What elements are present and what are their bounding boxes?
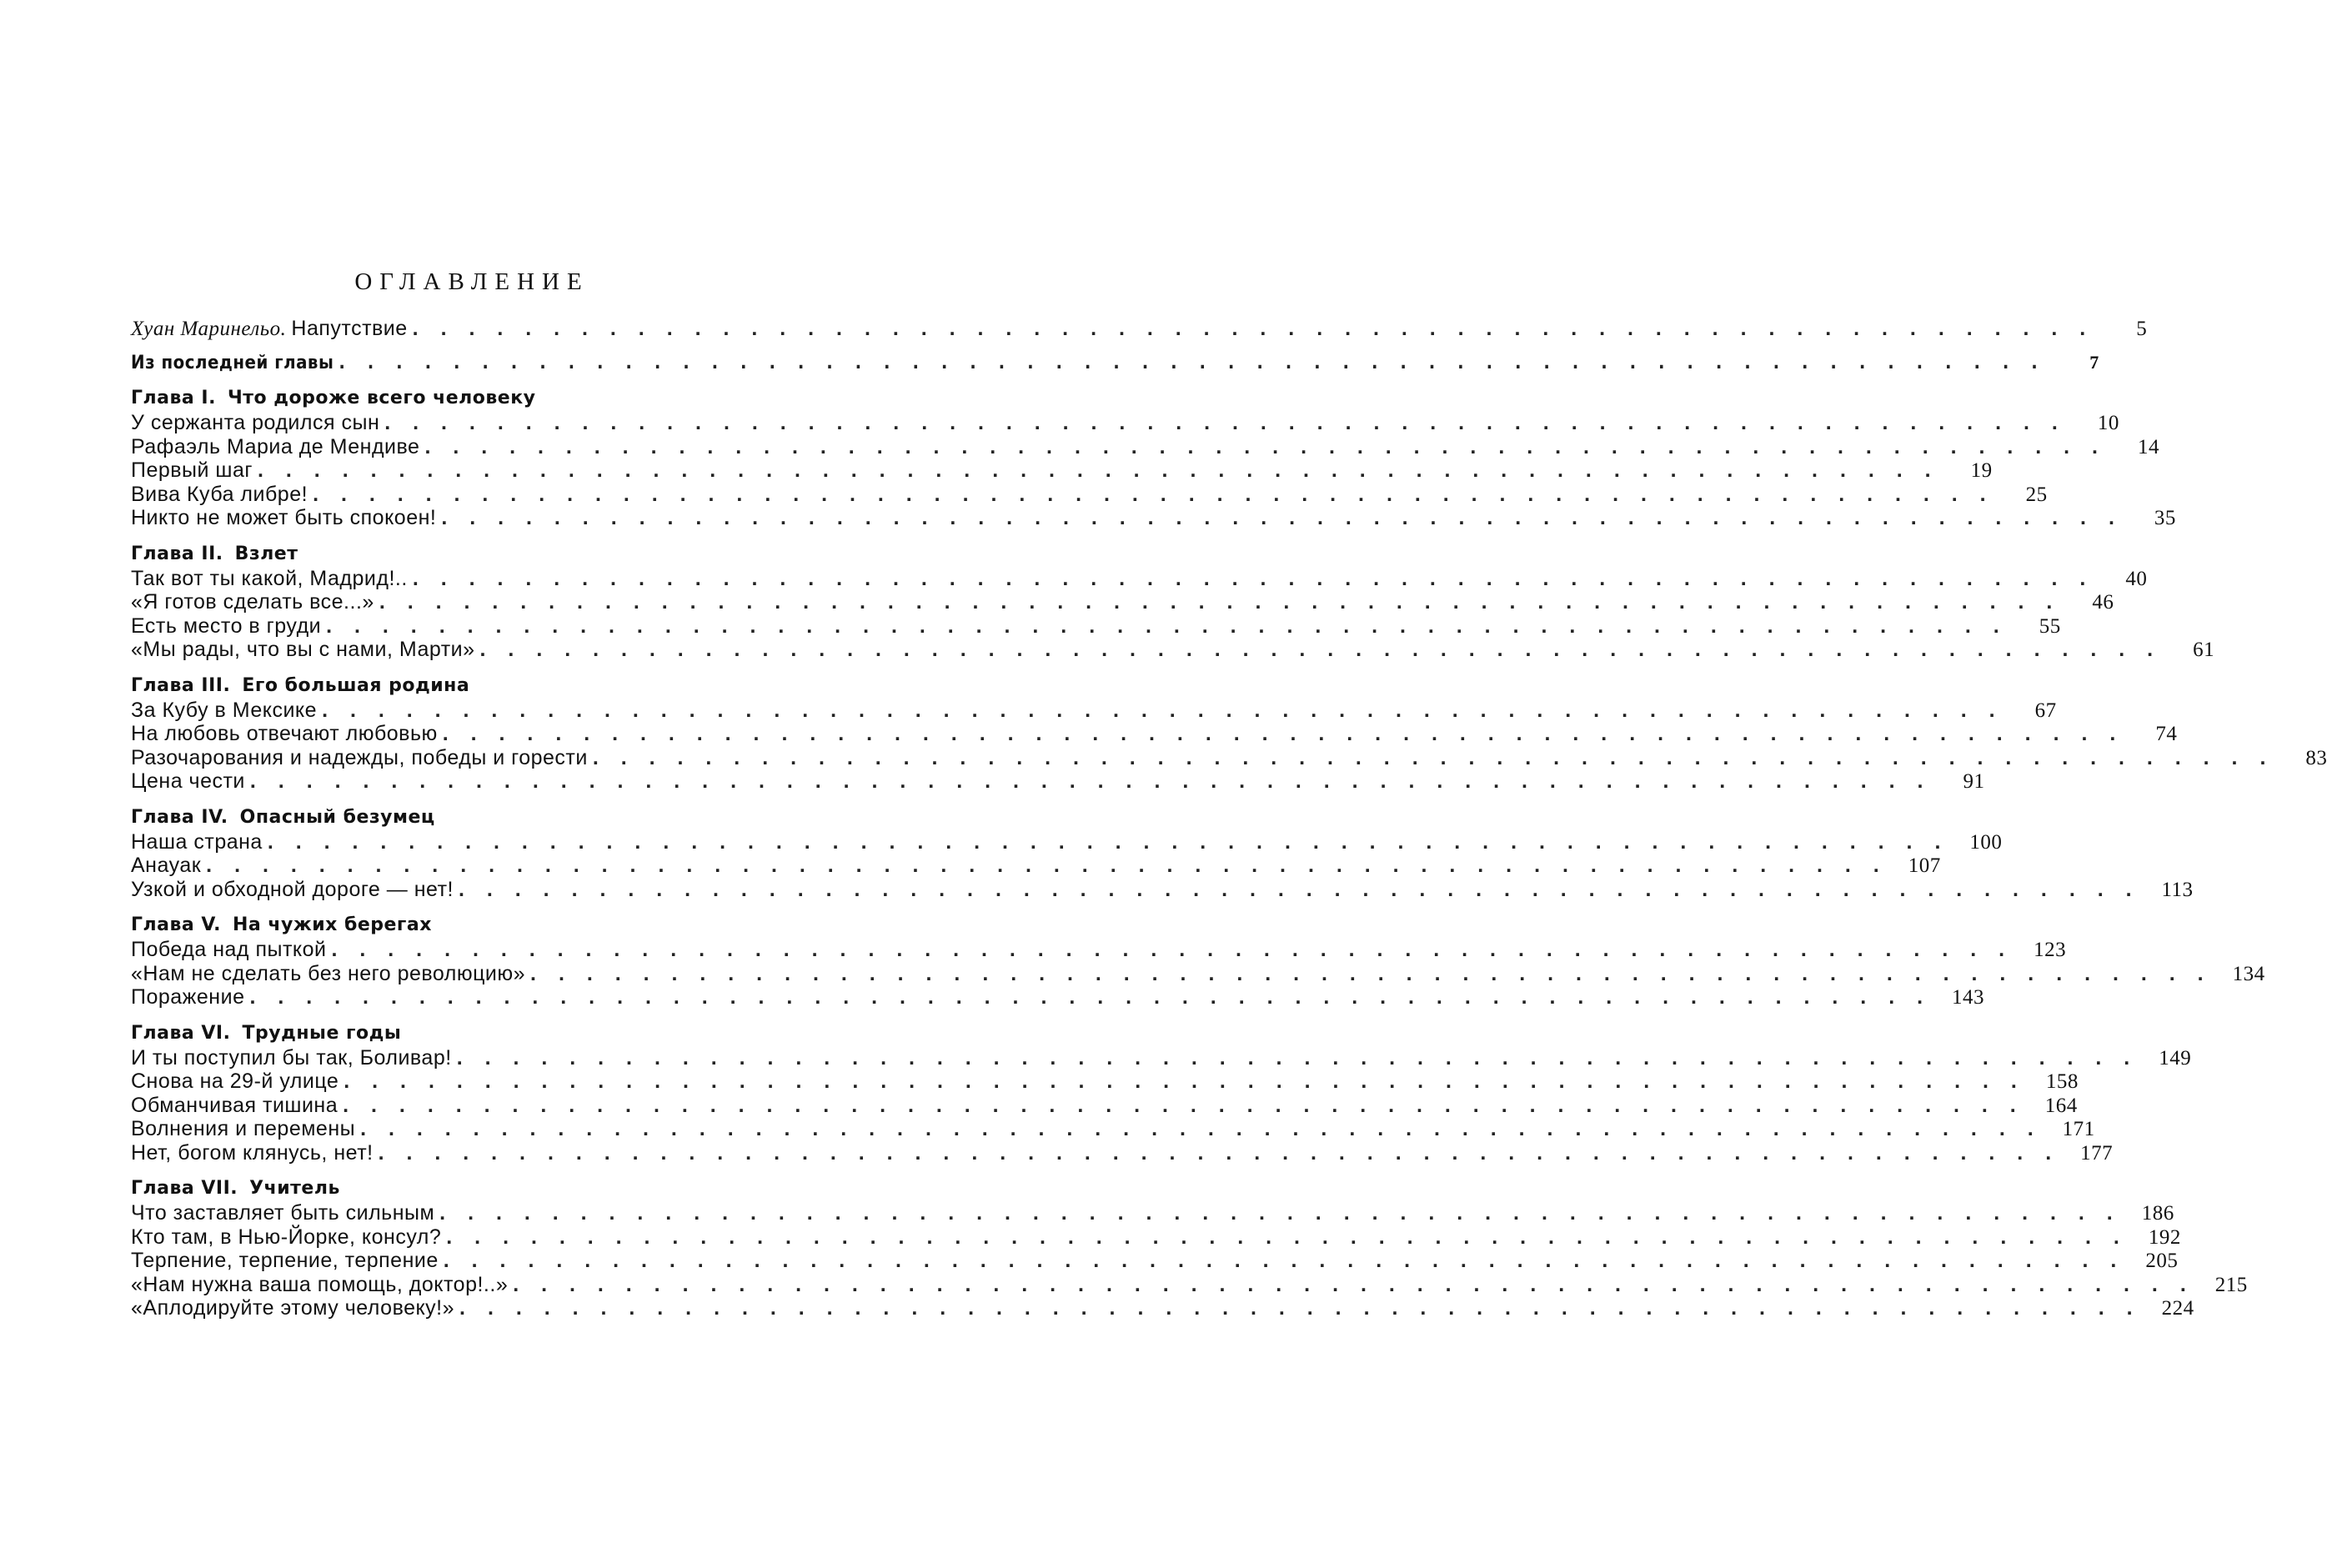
chapter-title: Взлет bbox=[234, 543, 298, 564]
dot-leader: . . . . . . . . . . . . . . . . . . . . . . . . . . . . . . . . . . . . . . . . . . . . . . . . . . . . . . . . . . . . bbox=[378, 1140, 2060, 1165]
toc-entry bbox=[131, 458, 1993, 483]
dot-leader: . . . . . . . . . . . . . . . . . . . . . . . . . . . . . . . . . . . . . . . . . . . . . . . . . . . . . . . . . . . . bbox=[249, 769, 1932, 793]
toc-entry bbox=[131, 854, 1941, 878]
toc-entry bbox=[131, 1249, 2179, 1273]
toc-page-number: 107 bbox=[1908, 854, 1941, 877]
toc-entry bbox=[131, 1140, 2114, 1165]
dot-leader: . . . . . . . . . . . . . . . . . . . . . . . . . . . . . . . . . . . . . . . . . . . . . . . . . . . . . . . . . . . . bbox=[443, 1249, 2125, 1272]
dot-leader: . . . . . . . . . . . . . . . . . . . . . . . . . . . . . . . . . . . . . . . . . . . . . . . . . . . . . . . . . . . . bbox=[412, 566, 2094, 590]
dot-leader: . . . . . . . . . . . . . . . . . . . . . . . . . . . . . . . . . . . . . . . . . . . . . . . . . . . . . . . . . . . . bbox=[446, 1225, 2128, 1249]
toc-entry-title: Анауак bbox=[131, 854, 202, 877]
dot-leader: . . . . . . . . . . . . . . . . . . . . . . . . . . . . . . . . . . . . . . . . . . . . . . . . . . . . . . . . . . . . bbox=[331, 938, 2014, 961]
toc-page-number: 61 bbox=[2193, 639, 2215, 661]
chapter-heading bbox=[131, 1021, 884, 1046]
toc-entry-title: Снова на 29-й улице bbox=[131, 1070, 339, 1093]
toc-entry bbox=[131, 1225, 2181, 1250]
dot-leader: . . . . . . . . . . . . . . . . . . . . . . . . . . . . . . . . . . . . . . . . . . . . . . . . . . . . . . . . . . . . bbox=[344, 1070, 2025, 1093]
toc-entry bbox=[131, 1201, 2174, 1225]
dot-leader: . . . . . . . . . . . . . . . . . . . . . . . . . . . . . . . . . . . . . . . . . . . . . . . . . . . . . . . . . . . . bbox=[456, 1045, 2139, 1070]
toc-entry-prologue bbox=[131, 351, 2099, 375]
toc-entry bbox=[131, 434, 2159, 459]
toc-entry-title: Есть место в груди bbox=[131, 614, 322, 638]
dot-leader: . . . . . . . . . . . . . . . . . . . . . . . . . . . . . . . . . . . . . . . . . . . . . . . . . . . . . . . . . . . . bbox=[267, 829, 1949, 854]
chapter-number: Глава IV. bbox=[131, 806, 228, 828]
dot-leader: . . . . . . . . . . . . . . . . . . . . . . . . . . . . . . . . . . . . . . . . . . . . . . . . . . . . . . . . . . . . bbox=[360, 1117, 2042, 1140]
dot-leader: . . . . . . . . . . . . . . . . . . . . . . . . . . . . . . . . . . . . . . . . . . . . . . . . . . . . . . . . . . . . bbox=[326, 614, 2008, 638]
dot-leader: . . . . . . . . . . . . . . . . . . . . . . . . . . . . . . . . . . . . . . . . . . . . . . . . . . . . . . . . . . . . bbox=[206, 854, 1888, 877]
toc-entry-text bbox=[131, 317, 408, 342]
toc-page-number: 35 bbox=[2154, 507, 2176, 529]
toc-page-number: 91 bbox=[1963, 770, 1985, 793]
dot-leader: . . . . . . . . . . . . . . . . . . . . . . . . . . . . . . . . . . . . . . . . . . . . . . . . . . . . . . . . . . . . bbox=[343, 1093, 2024, 1117]
toc-entry bbox=[131, 1093, 2078, 1118]
chapter-heading bbox=[131, 805, 884, 830]
dot-leader: . . . . . . . . . . . . . . . . . . . . . . . . . . . . . . . . . . . . . . . . . . . . . . . . . . . . . . . . . . . . bbox=[479, 638, 2162, 661]
chapter-number: Глава VI. bbox=[131, 1022, 231, 1044]
dot-leader: . . . . . . . . . . . . . . . . . . . . . . . . . . . . . . . . . . . . . . . . . . . . . . . . . . . . . . . . . . . . bbox=[339, 352, 2046, 373]
toc-page-number: 74 bbox=[2155, 723, 2178, 745]
dot-leader: . . . . . . . . . . . . . . . . . . . . . . . . . . . . . . . . . . . . . . . . . . . . . . . . . . . . . . . . . . . . bbox=[313, 482, 1994, 506]
toc-page-number: 113 bbox=[2161, 878, 2194, 901]
toc-page-number: 7 bbox=[2089, 351, 2099, 373]
dot-leader: . . . . . . . . . . . . . . . . . . . . . . . . . . . . . . . . . . . . . . . . . . . . . . . . . . . . . . . . . . . . bbox=[412, 317, 2094, 340]
chapter-heading bbox=[131, 674, 884, 699]
toc-entry-title: Кто там, в Нью-Йорке, консул? bbox=[131, 1225, 442, 1249]
toc-entry bbox=[131, 614, 2061, 639]
toc-entry-title: Вива Куба либре! bbox=[131, 482, 308, 506]
toc-page-number: 205 bbox=[2145, 1250, 2179, 1272]
toc-page-number: 164 bbox=[2044, 1094, 2078, 1117]
dot-leader: . . . . . . . . . . . . . . . . . . . . . . . . . . . . . . . . . . . . . . . . . . . . . . . . . . . . . . . . . . . . bbox=[441, 506, 2123, 529]
toc-entry bbox=[131, 829, 2003, 854]
toc-page-number: 177 bbox=[2080, 1141, 2114, 1165]
toc-entry bbox=[131, 566, 2148, 591]
toc-entry bbox=[131, 590, 2114, 614]
toc-page-number: 149 bbox=[2159, 1046, 2192, 1070]
toc-entry-title: «Я готов сделать все...» bbox=[131, 590, 374, 614]
toc-entry-title: Наша страна bbox=[131, 829, 263, 854]
dot-leader: . . . . . . . . . . . . . . . . . . . . . . . . . . . . . . . . . . . . . . . . . . . . . . . . . . . . . . . . . . . . bbox=[513, 1272, 2194, 1296]
toc-entry-title: «Нам нужна ваша помощь, доктор!..» bbox=[131, 1272, 509, 1296]
chapter-heading bbox=[131, 542, 884, 567]
toc-page-number: 46 bbox=[2092, 591, 2114, 614]
toc-entry bbox=[131, 506, 2176, 530]
dot-leader: . . . . . . . . . . . . . . . . . . . . . . . . . . . . . . . . . . . . . . . . . . . . . . . . . . . . . . . . . . . . bbox=[384, 411, 2066, 434]
toc-entry bbox=[131, 745, 2327, 770]
toc-page-number: 67 bbox=[2034, 699, 2057, 722]
toc-entry-title: Терпение, терпение, терпение bbox=[131, 1249, 439, 1272]
dot-leader: . . . . . . . . . . . . . . . . . . . . . . . . . . . . . . . . . . . . . . . . . . . . . . . . . . . . . . . . . . . . bbox=[424, 434, 2106, 458]
toc-entry bbox=[131, 877, 2194, 902]
chapter-title: Что дороже всего человеку bbox=[227, 388, 536, 408]
toc-page-number: 19 bbox=[1970, 459, 1993, 482]
toc-entry-title: Рафаэль Мариа де Мендиве bbox=[131, 434, 420, 458]
toc-entry-title: «Мы рады, что вы с нами, Марти» bbox=[131, 638, 475, 661]
toc-entry bbox=[131, 482, 2048, 507]
chapter-title: Опасный безумец bbox=[239, 806, 435, 828]
toc-entry bbox=[131, 938, 2067, 962]
chapter-number: Глава III. bbox=[131, 674, 231, 696]
toc-entry bbox=[131, 638, 2215, 662]
toc-entry bbox=[131, 1117, 2095, 1141]
toc-entry-title: «Нам не сделать без него революцию» bbox=[131, 961, 526, 985]
dot-leader: . . . . . . . . . . . . . . . . . . . . . . . . . . . . . . . . . . . . . . . . . . . . . . . . . . . . . . . . . . . . bbox=[442, 722, 2124, 745]
toc-page-number: 134 bbox=[2232, 962, 2265, 985]
toc-entry-intro bbox=[131, 317, 2148, 341]
toc-entry bbox=[131, 1296, 2194, 1320]
toc-entry-title: Так вот ты какой, Мадрид!.. bbox=[131, 566, 408, 590]
toc-page-number: 83 bbox=[2305, 746, 2327, 769]
toc-entry-title: За Кубу в Мексике bbox=[131, 698, 318, 722]
toc-entry-title: Разочарования и надежды, победы и горести bbox=[131, 745, 588, 769]
toc-entry-title: Волнения и перемены bbox=[131, 1117, 356, 1140]
toc-page-number: 10 bbox=[2097, 412, 2119, 434]
chapter-number: Глава V. bbox=[131, 914, 221, 935]
toc-entry-title: У сержанта родился сын bbox=[131, 411, 380, 434]
chapter-heading bbox=[131, 386, 884, 411]
toc-entry bbox=[131, 722, 2178, 746]
toc-page-number: 40 bbox=[2125, 567, 2148, 590]
toc-page-number: 14 bbox=[2138, 435, 2159, 458]
dot-leader: . . . . . . . . . . . . . . . . . . . . . . . . . . . . . . . . . . . . . . . . . . . . . . . . . . . . . . . . . . . . bbox=[459, 877, 2140, 901]
toc-page-number: 186 bbox=[2141, 1202, 2174, 1225]
dot-leader: . . . . . . . . . . . . . . . . . . . . . . . . . . . . . . . . . . . . . . . . . . . . . . . . . . . . . . . . . . . . bbox=[258, 458, 1939, 482]
toc-page-number: 143 bbox=[1952, 986, 1985, 1009]
toc-page-number: 158 bbox=[2045, 1070, 2079, 1093]
chapter-title: На чужих берегах bbox=[232, 914, 432, 935]
toc-entry-title: И ты поступил бы так, Боливар! bbox=[131, 1045, 452, 1070]
toc-entry-title: Победа над пыткой bbox=[131, 938, 327, 961]
toc-entry bbox=[131, 985, 1985, 1009]
toc-entry-title: «Аплодируйте этому человеку!» bbox=[131, 1296, 455, 1320]
toc-entry-title: Напутствие bbox=[291, 317, 408, 340]
toc-entry bbox=[131, 1045, 2192, 1070]
dot-leader: . . . . . . . . . . . . . . . . . . . . . . . . . . . . . . . . . . . . . . . . . . . . . . . . . . . . . . . . . . . . bbox=[530, 961, 2212, 985]
toc-entry-title: На любовь отвечают любовью bbox=[131, 722, 438, 745]
toc-entry-title: Обманчивая тишина bbox=[131, 1093, 339, 1117]
chapter-title: Трудные годы bbox=[242, 1022, 402, 1044]
toc-entry bbox=[131, 769, 1985, 794]
chapter-heading bbox=[131, 1176, 884, 1201]
toc-entry-title: Цена чести bbox=[131, 769, 245, 793]
dot-leader: . . . . . . . . . . . . . . . . . . . . . . . . . . . . . . . . . . . . . . . . . . . . . . . . . . . . . . . . . . . . bbox=[439, 1201, 2121, 1225]
chapter-title: Учитель bbox=[249, 1178, 340, 1199]
toc-entry-title: Первый шаг bbox=[131, 458, 253, 482]
toc-entry bbox=[131, 411, 2119, 435]
chapter-heading bbox=[131, 913, 884, 938]
toc-page-number: 55 bbox=[2039, 614, 2061, 638]
chapter-number: Глава VII. bbox=[131, 1178, 238, 1199]
dot-leader: . . . . . . . . . . . . . . . . . . . . . . . . . . . . . . . . . . . . . . . . . . . . . . . . . . . . . . . . . . . . bbox=[379, 590, 2061, 614]
toc-entry-author: Хуан Маринельо. bbox=[131, 318, 287, 340]
toc-page-number: 215 bbox=[2214, 1273, 2248, 1296]
toc-entry-title: Что заставляет быть сильным bbox=[131, 1201, 435, 1225]
toc-entry-title: Узкой и обходной дороге — нет! bbox=[131, 877, 454, 901]
toc-page-number: 25 bbox=[2025, 483, 2048, 506]
dot-leader: . . . . . . . . . . . . . . . . . . . . . . . . . . . . . . . . . . . . . . . . . . . . . . . . . . . . . . . . . . . . bbox=[459, 1296, 2141, 1320]
chapter-list bbox=[131, 386, 2327, 1320]
toc-page-number: 123 bbox=[2034, 939, 2067, 961]
toc-page-number: 5 bbox=[2136, 318, 2148, 340]
toc-entry-title: Поражение bbox=[131, 985, 245, 1009]
toc-page-number: 100 bbox=[1969, 830, 2003, 854]
dot-leader: . . . . . . . . . . . . . . . . . . . . . . . . . . . . . . . . . . . . . . . . . . . . . . . . . . . . . . . . . . . . bbox=[249, 985, 1932, 1009]
toc-page-number: 192 bbox=[2148, 1225, 2181, 1249]
toc-entry-title: Нет, богом клянусь, нет! bbox=[131, 1140, 374, 1165]
toc-entry bbox=[131, 698, 2057, 723]
dot-leader: . . . . . . . . . . . . . . . . . . . . . . . . . . . . . . . . . . . . . . . . . . . . . . . . . . . . . . . . . . . . bbox=[322, 698, 2004, 722]
toc-page-number: 171 bbox=[2062, 1118, 2095, 1140]
page-title: ОГЛАВЛЕНИЕ bbox=[354, 268, 589, 295]
toc-entry bbox=[131, 1272, 2248, 1297]
toc-page-number: 224 bbox=[2161, 1297, 2194, 1320]
chapter-number: Глава II. bbox=[131, 543, 223, 564]
toc-entry bbox=[131, 961, 2265, 986]
dot-leader: . . . . . . . . . . . . . . . . . . . . . . . . . . . . . . . . . . . . . . . . . . . . . . . . . . . . . . . . . . . . bbox=[592, 745, 2274, 769]
chapter-number: Глава I. bbox=[131, 388, 216, 408]
toc-entry-title: Никто не может быть спокоен! bbox=[131, 506, 437, 529]
chapter-title: Его большая родина bbox=[242, 674, 470, 696]
toc-entry-title: Из последней главы bbox=[131, 352, 334, 373]
toc-entry bbox=[131, 1070, 2079, 1094]
table-of-contents bbox=[131, 317, 2327, 1320]
